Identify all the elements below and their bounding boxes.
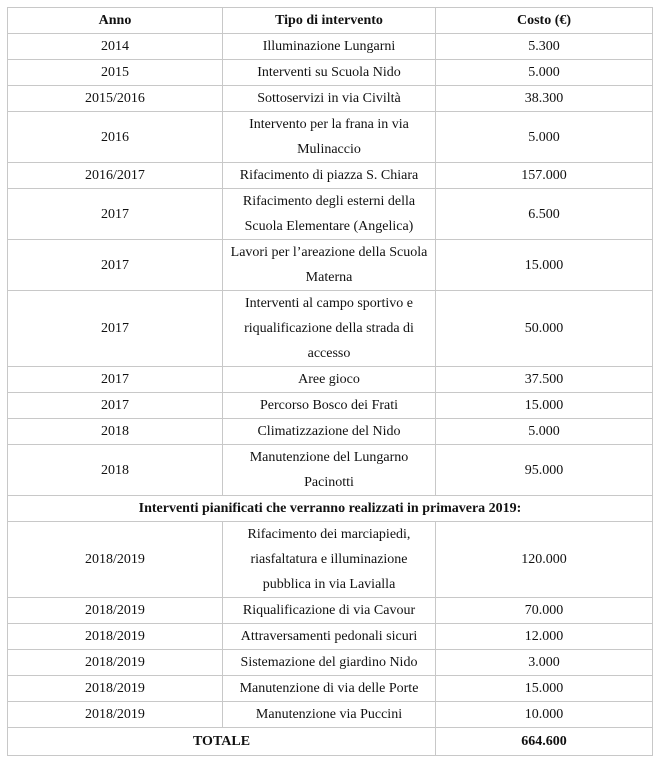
cell-costo: 5.300 (436, 34, 653, 60)
cell-costo: 3.000 (436, 650, 653, 676)
table-row (8, 650, 653, 676)
table-row (8, 240, 653, 291)
cell-anno: 2018/2019 (8, 676, 223, 702)
cell-costo: 50.000 (436, 291, 653, 367)
cell-tipo: Aree gioco (223, 367, 436, 393)
cell-anno: 2018/2019 (8, 624, 223, 650)
table-row (8, 291, 653, 367)
cell-tipo: Attraversamenti pedonali sicuri (223, 624, 436, 650)
cell-costo: 15.000 (436, 676, 653, 702)
cell-tipo: Rifacimento degli esterni della Scuola Elementare (Angelica) (223, 189, 436, 240)
cell-tipo: Interventi al campo sportivo e riqualificazione della strada di accesso (223, 291, 436, 367)
cell-costo: 37.500 (436, 367, 653, 393)
cell-tipo: Riqualificazione di via Cavour (223, 598, 436, 624)
cell-costo: 120.000 (436, 522, 653, 598)
cell-tipo: Percorso Bosco dei Frati (223, 393, 436, 419)
section-title: Interventi pianificati che verranno realizzati in primavera 2019: (8, 496, 653, 522)
header-costo: Costo (€) (436, 8, 653, 34)
total-label: TOTALE (8, 728, 436, 756)
cell-costo: 5.000 (436, 60, 653, 86)
cell-anno: 2017 (8, 291, 223, 367)
interventions-table (7, 7, 653, 756)
header-row (8, 8, 653, 34)
cell-anno: 2016 (8, 112, 223, 163)
cell-tipo: Rifacimento di piazza S. Chiara (223, 163, 436, 189)
cell-tipo: Manutenzione di via delle Porte (223, 676, 436, 702)
table-row (8, 112, 653, 163)
cell-anno: 2018/2019 (8, 702, 223, 728)
cell-anno: 2017 (8, 393, 223, 419)
table-row (8, 60, 653, 86)
table-row (8, 419, 653, 445)
cell-anno: 2017 (8, 240, 223, 291)
cell-anno: 2015 (8, 60, 223, 86)
cell-tipo: Sistemazione del giardino Nido (223, 650, 436, 676)
cell-anno: 2015/2016 (8, 86, 223, 112)
cell-anno: 2017 (8, 367, 223, 393)
cell-costo: 15.000 (436, 240, 653, 291)
cell-anno: 2018 (8, 445, 223, 496)
cell-tipo: Intervento per la frana in via Mulinaccio (223, 112, 436, 163)
cell-costo: 5.000 (436, 419, 653, 445)
cell-anno: 2018/2019 (8, 598, 223, 624)
cell-tipo: Illuminazione Lungarni (223, 34, 436, 60)
cell-costo: 70.000 (436, 598, 653, 624)
table-row (8, 702, 653, 728)
table-row (8, 598, 653, 624)
cell-tipo: Climatizzazione del Nido (223, 419, 436, 445)
total-value: 664.600 (436, 728, 653, 756)
cell-anno: 2014 (8, 34, 223, 60)
cell-tipo: Manutenzione del Lungarno Pacinotti (223, 445, 436, 496)
cell-anno: 2017 (8, 189, 223, 240)
cell-costo: 5.000 (436, 112, 653, 163)
cell-costo: 15.000 (436, 393, 653, 419)
cell-costo: 157.000 (436, 163, 653, 189)
cell-costo: 38.300 (436, 86, 653, 112)
cell-costo: 6.500 (436, 189, 653, 240)
table-row (8, 163, 653, 189)
cell-anno: 2016/2017 (8, 163, 223, 189)
cell-costo: 12.000 (436, 624, 653, 650)
table-row (8, 445, 653, 496)
cell-costo: 10.000 (436, 702, 653, 728)
cell-tipo: Lavori per l’areazione della Scuola Materna (223, 240, 436, 291)
header-anno: Anno (8, 8, 223, 34)
cell-tipo: Sottoservizi in via Civiltà (223, 86, 436, 112)
cell-tipo: Interventi su Scuola Nido (223, 60, 436, 86)
cell-costo: 95.000 (436, 445, 653, 496)
cell-anno: 2018/2019 (8, 522, 223, 598)
table-row (8, 624, 653, 650)
cell-anno: 2018/2019 (8, 650, 223, 676)
header-tipo: Tipo di intervento (223, 8, 436, 34)
cell-anno: 2018 (8, 419, 223, 445)
total-row (8, 728, 653, 756)
table-row (8, 189, 653, 240)
cell-tipo: Rifacimento dei marciapiedi, riasfaltatura e illuminazione pubblica in via Lavialla (223, 522, 436, 598)
cell-tipo: Manutenzione via Puccini (223, 702, 436, 728)
table-row (8, 393, 653, 419)
table-row (8, 34, 653, 60)
table-row (8, 86, 653, 112)
table-row (8, 522, 653, 598)
section-row (8, 496, 653, 522)
table-row (8, 367, 653, 393)
table-row (8, 676, 653, 702)
